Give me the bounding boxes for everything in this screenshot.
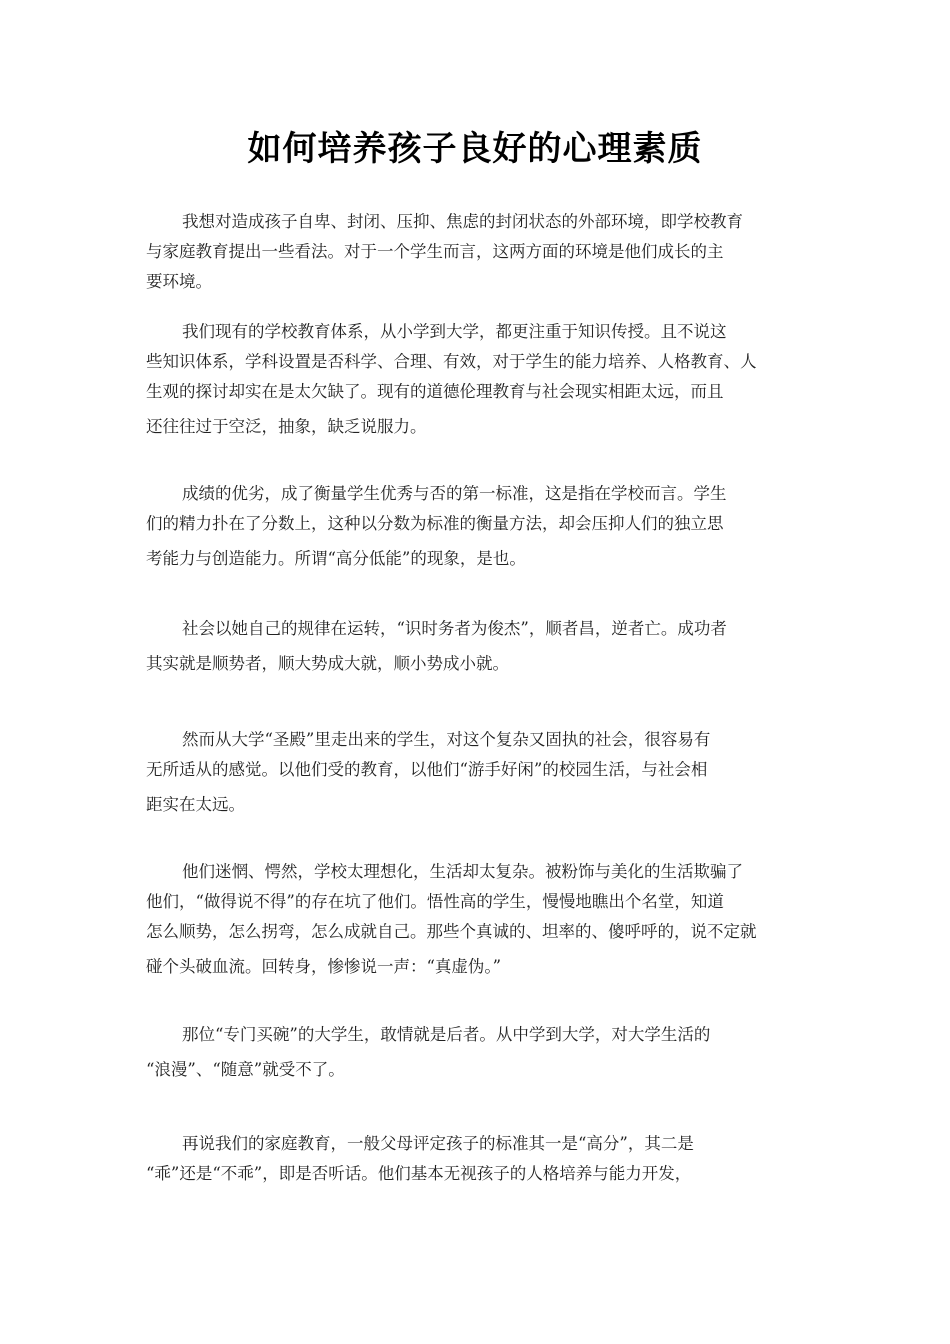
paragraph xyxy=(146,1020,810,1090)
paragraph-line: 们的精力扑在了分数上，这种以分数为标准的衡量方法，却会压抑人们的独立思 xyxy=(146,514,724,533)
paragraph-line: 生观的探讨却实在是太欠缺了。现有的道德伦理教育与社会现实相距太远，而且 xyxy=(146,382,724,401)
paragraph-line: “浪漫”、“随意”就受不了。 xyxy=(146,1060,345,1079)
paragraph-line: 还往往过于空泛，抽象，缺乏说服力。 xyxy=(146,417,427,436)
paragraph-line: 无所适从的感觉。以他们受的教育，以他们“游手好闲”的校园生活，与社会相 xyxy=(146,760,708,779)
paragraph xyxy=(146,1129,810,1189)
paragraph-line: 我们现有的学校教育体系，从小学到大学，都更注重于知识传授。且不说这 xyxy=(182,322,727,341)
paragraph-line: 要环境。 xyxy=(146,272,212,291)
paragraph-line: 我想对造成孩子自卑、封闭、压抑、焦虑的封闭状态的外部环境，即学校教育 xyxy=(182,212,743,231)
document-title: 如何培养孩子良好的心理素质 xyxy=(247,129,703,169)
paragraph-line: 那位“专门买碗”的大学生，敢情就是后者。从中学到大学，对大学生活的 xyxy=(182,1025,711,1044)
paragraph-line: 再说我们的家庭教育，一般父母评定孩子的标准其一是“高分”，其二是 xyxy=(182,1134,694,1153)
paragraph-line: 与家庭教育提出一些看法。对于一个学生而言，这两方面的环境是他们成长的主 xyxy=(146,242,724,261)
paragraph-line: 怎么顺势，怎么拐弯，怎么成就自己。那些个真诚的、坦率的、傻呼呼的，说不定就 xyxy=(146,922,757,941)
paragraph xyxy=(146,207,810,297)
paragraph xyxy=(146,317,810,447)
paragraph-line: 社会以她自己的规律在运转，“识时务者为俊杰”，顺者昌，逆者亡。成功者 xyxy=(182,619,727,638)
paragraph-line: 距实在太远。 xyxy=(146,795,245,814)
paragraph xyxy=(146,614,810,684)
paragraph-line: “乖”还是“不乖”，即是否听话。他们基本无视孩子的人格培养与能力开发， xyxy=(146,1164,692,1183)
paragraph-line: 碰个头破血流。回转身，惨惨说一声：“真虚伪。” xyxy=(146,957,502,976)
paragraph-line: 成绩的优劣，成了衡量学生优秀与否的第一标准，这是指在学校而言。学生 xyxy=(182,484,727,503)
paragraph-line: 他们，“做得说不得”的存在坑了他们。悟性高的学生，慢慢地瞧出个名堂，知道 xyxy=(146,892,724,911)
paragraph-line: 其实就是顺势者，顺大势成大就，顺小势成小就。 xyxy=(146,654,509,673)
paragraph-line: 然而从大学“圣殿”里走出来的学生，对这个复杂又固执的社会，很容易有 xyxy=(182,730,711,749)
paragraph-line: 考能力与创造能力。所谓“高分低能”的现象，是也。 xyxy=(146,549,526,568)
paragraph xyxy=(146,479,810,579)
paragraph xyxy=(146,725,810,825)
paragraph xyxy=(146,857,810,987)
paragraph-line: 他们迷惘、愕然，学校太理想化，生活却太复杂。被粉饰与美化的生活欺骗了 xyxy=(182,862,743,881)
paragraph-line: 些知识体系，学科设置是否科学、合理、有效，对于学生的能力培养、人格教育、人 xyxy=(146,352,757,371)
